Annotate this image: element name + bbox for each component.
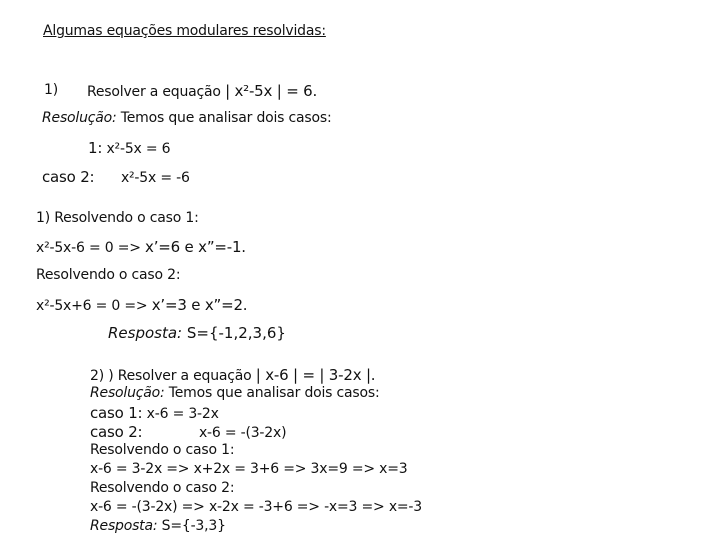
problem-1-case-1 — [88, 139, 170, 157]
problem-1-case-1-equation: x²-5x = 6 — [106, 141, 171, 157]
problem-1-resolution-label: Resolução: — [42, 110, 117, 126]
problem-2-case-2-label: caso 2: — [90, 423, 143, 441]
problem-2-resolution — [90, 385, 379, 401]
problem-2-solve-1-heading: Resolvendo o caso 1: — [90, 442, 235, 458]
problem-2-case-2-equation: x-6 = -(3-2x) — [198, 425, 287, 441]
problem-2-equation: | x-6 | = | 3-2x |. — [255, 366, 376, 384]
problem-2-answer — [90, 518, 226, 534]
page-title: Algumas equações modulares resolvidas: — [43, 23, 326, 39]
problem-2-resolution-label: Resolução: — [90, 385, 165, 401]
problem-2-case-1 — [90, 404, 219, 422]
problem-1-solve-2-equation: x²-5x+6 = 0 => — [36, 298, 148, 314]
problem-1-case-2-equation: x²-5x = -6 — [120, 170, 190, 186]
problem-2-statement-prefix: 2) ) Resolver a equação — [90, 368, 252, 384]
problem-1-answer-value: S={-1,2,3,6} — [186, 324, 286, 342]
problem-1-case-2-label: caso 2: — [42, 168, 95, 186]
problem-1-solve-1-heading: 1) Resolvendo o caso 1: — [36, 210, 199, 226]
problem-1-solve-2-roots: x’=3 e x”=2. — [151, 296, 248, 314]
problem-2-statement — [90, 366, 375, 384]
problem-1-case-1-label: 1: — [88, 139, 103, 157]
problem-1-statement — [87, 82, 317, 100]
problem-1-answer — [108, 324, 286, 342]
problem-2-case-1-label: caso 1: — [90, 404, 143, 422]
problem-2-resolution-text: Temos que analisar dois casos: — [168, 385, 380, 401]
problem-1-statement-prefix: Resolver a equação — [87, 84, 221, 100]
problem-1-solve-1-roots: x’=6 e x”=-1. — [145, 238, 246, 256]
problem-1-resolution-text: Temos que analisar dois casos: — [120, 110, 332, 126]
problem-1-resolution — [42, 110, 331, 126]
problem-2-case-1-equation: x-6 = 3-2x — [146, 406, 219, 422]
problem-2-solve-1-steps: x-6 = 3-2x => x+2x = 3+6 => 3x=9 => x=3 — [90, 461, 408, 477]
problem-1-solve-2-heading: Resolvendo o caso 2: — [36, 267, 181, 283]
problem-1-answer-label: Resposta: — [108, 324, 183, 342]
problem-2-answer-value: S={-3,3} — [161, 518, 226, 534]
problem-1-solve-1-equation: x²-5x-6 = 0 => — [36, 240, 141, 256]
problem-1-equation: | x²-5x | = 6. — [225, 82, 318, 100]
problem-1-solve-1 — [36, 238, 246, 256]
problem-2-solve-2-heading: Resolvendo o caso 2: — [90, 480, 235, 496]
problem-2-case-2 — [90, 423, 286, 441]
problem-1-case-2 — [42, 168, 190, 186]
problem-1-solve-2 — [36, 296, 247, 314]
problem-1-number: 1) — [44, 82, 58, 98]
problem-2-answer-label: Resposta: — [90, 518, 158, 534]
problem-2-solve-2-steps: x-6 = -(3-2x) => x-2x = -3+6 => -x=3 => x=-3 — [90, 499, 422, 515]
